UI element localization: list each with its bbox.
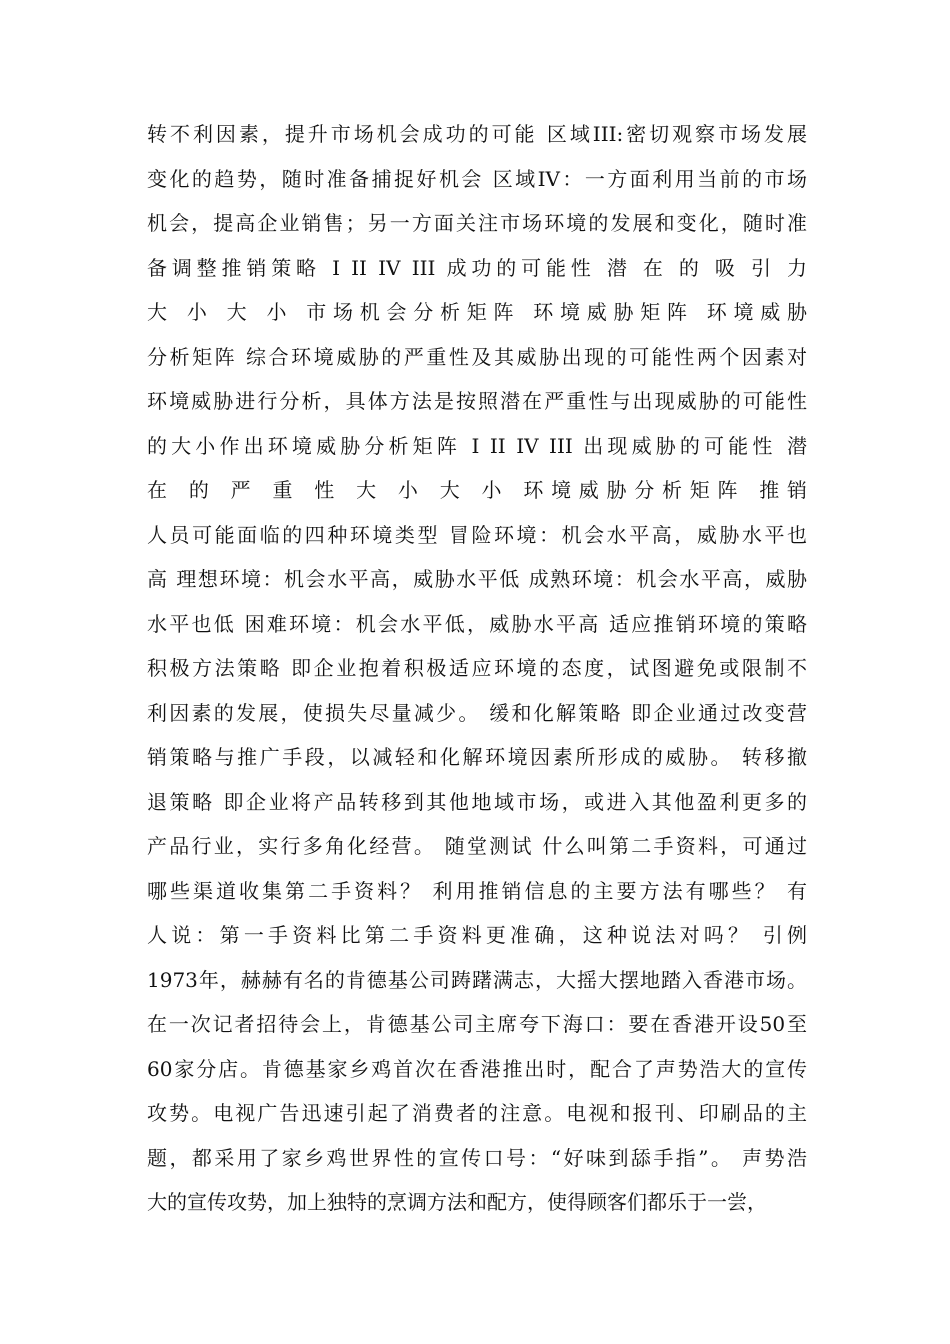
text-line: 题，都采用了家乡鸡世界性的宣传口号：“好味到舔手指”。 声势浩	[147, 1145, 807, 1170]
text-line: 在 的 严 重 性 大 小 大 小 环境威胁分析矩阵 推销	[147, 478, 807, 502]
text-line: 退策略 即企业将产品转移到其他地域市场，或进入其他盈利更多的	[147, 789, 807, 814]
text-line: 备调整推销策略 I II IV III 成功的可能性 潜 在 的 吸 引 力	[147, 255, 807, 280]
text-line: 机会，提高企业销售；另一方面关注市场环境的发展和变化，随时准	[147, 211, 807, 235]
text-line: 人员可能面临的四种环境类型 冒险环境：机会水平高，威胁水平也	[147, 522, 807, 547]
text-line: 利因素的发展，使损失尽量减少。 缓和化解策略 即企业通过改变营	[147, 700, 807, 725]
text-line: 攻势。电视广告迅速引起了消费者的注意。电视和报刊、印刷品的主	[147, 1101, 807, 1125]
text-line: 60家分店。肯德基家乡鸡首次在香港推出时，配合了声势浩大的宣传	[147, 1056, 807, 1081]
text-line: 销策略与推广手段，以减轻和化解环境因素所形成的威胁。 转移撤	[147, 745, 807, 769]
body-text	[147, 112, 807, 1225]
text-line: 水平也低 困难环境：机会水平低，威胁水平高 适应推销环境的策略	[147, 611, 807, 636]
text-line: 环境威胁进行分析，具体方法是按照潜在严重性与出现威胁的可能性	[147, 389, 807, 413]
text-line: 分析矩阵 综合环境威胁的严重性及其威胁出现的可能性两个因素对	[147, 344, 807, 369]
text-line: 转不利因素，提升市场机会成功的可能 区域III:密切观察市场发展	[147, 122, 807, 146]
text-line: 在一次记者招待会上，肯德基公司主席夸下海口：要在香港开设50至	[147, 1012, 807, 1036]
text-line: 1973年，赫赫有名的肯德基公司踌躇满志，大摇大摆地踏入香港市场。	[147, 967, 807, 992]
text-line: 积极方法策略 即企业抱着积极适应环境的态度，试图避免或限制不	[147, 656, 807, 680]
text-line: 高 理想环境：机会水平高，威胁水平低 成熟环境：机会水平高，威胁	[147, 567, 807, 591]
text-line: 的大小作出环境威胁分析矩阵 I II IV III 出现威胁的可能性 潜	[147, 433, 807, 458]
text-line: 大 小 大 小 市场机会分析矩阵 环境威胁矩阵 环境威胁	[147, 300, 807, 324]
text-line: 大的宣传攻势，加上独特的烹调方法和配方，使得顾客们都乐于一尝，	[147, 1190, 767, 1214]
text-line: 哪些渠道收集第二手资料？ 利用推销信息的主要方法有哪些？ 有	[147, 878, 807, 903]
text-line: 产品行业，实行多角化经营。 随堂测试 什么叫第二手资料，可通过	[147, 834, 807, 858]
text-line: 人说：第一手资料比第二手资料更准确，这种说法对吗？ 引例	[147, 923, 807, 947]
text-line: 变化的趋势，随时准备捕捉好机会 区域IV：一方面利用当前的市场	[147, 166, 807, 191]
